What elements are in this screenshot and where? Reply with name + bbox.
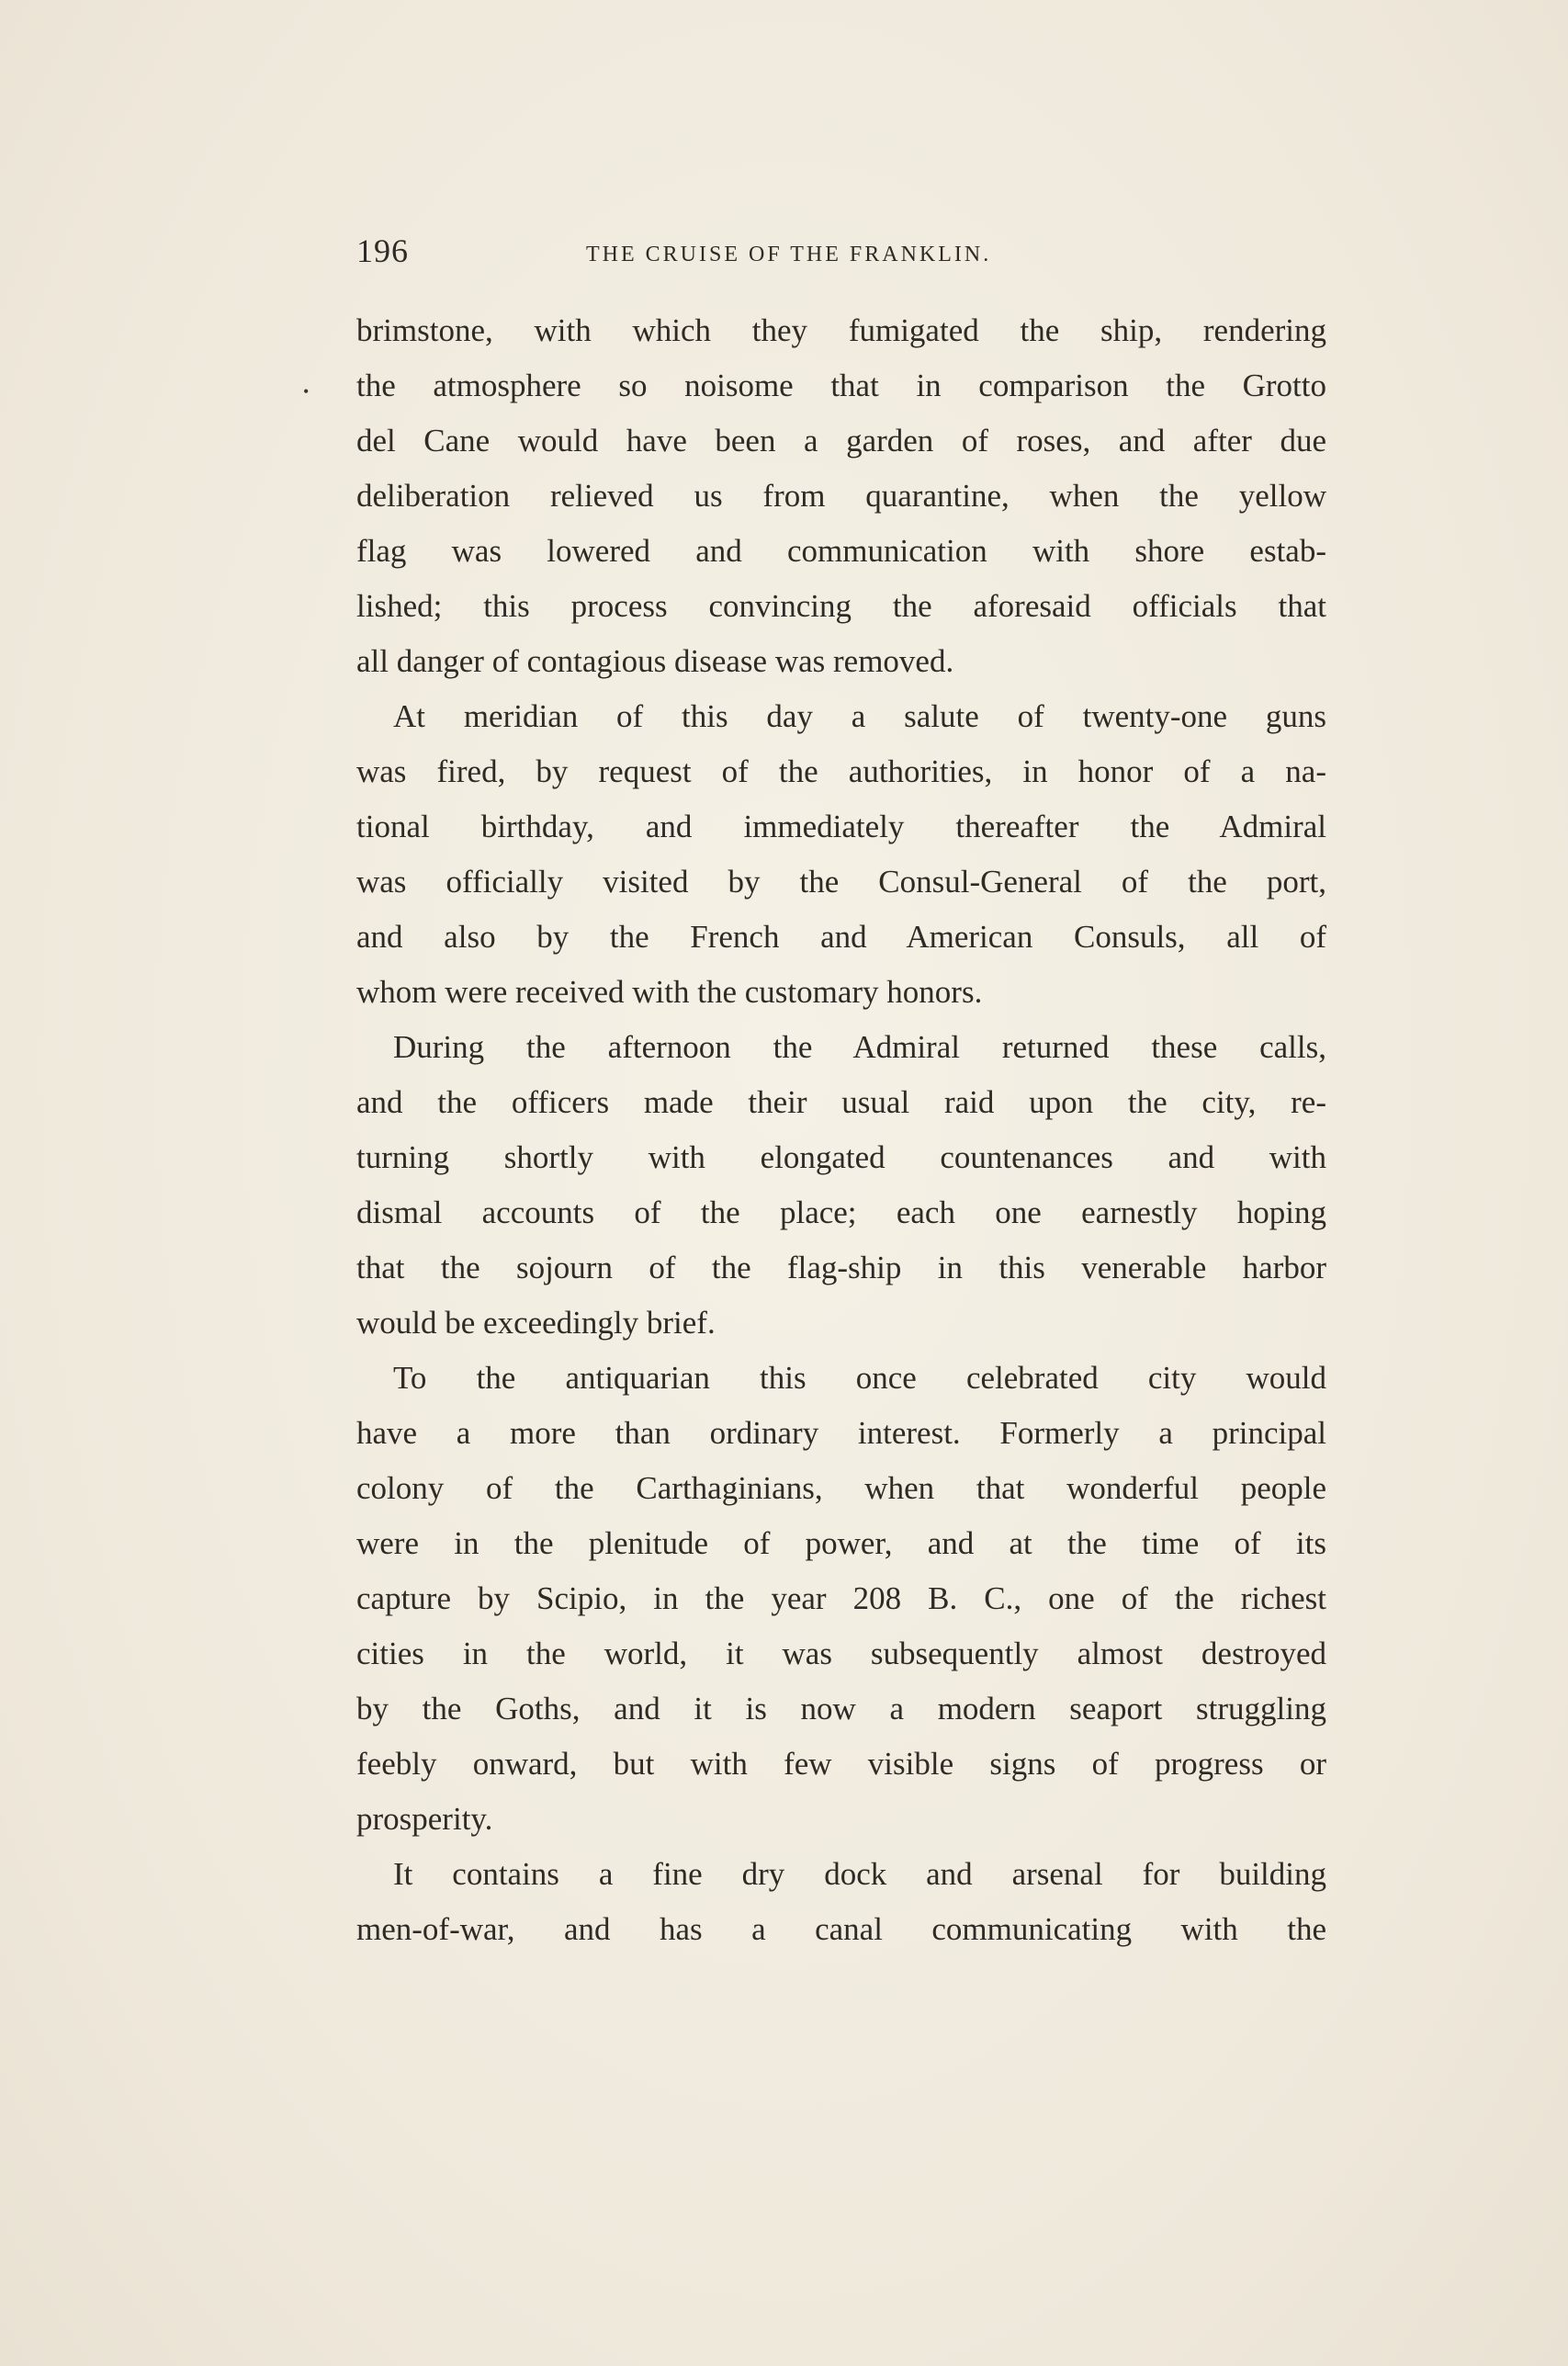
text-line: brimstone, with which they fumigated the ship, rendering	[356, 312, 1326, 348]
running-title: THE CRUISE OF THE FRANKLIN.	[586, 243, 992, 266]
text-line: would be exceedingly brief.	[356, 1305, 716, 1341]
text-line: flag was lowered and communication with shore estab-	[356, 533, 1326, 569]
text-line: was fired, by request of the authorities, in honor of a na-	[356, 753, 1326, 789]
text-line: capture by Scipio, in the year 208 B. C., one of the richest	[356, 1580, 1326, 1616]
page-number: 196	[356, 232, 409, 269]
text-line: dismal accounts of the place; each one earnestly hoping	[356, 1194, 1326, 1230]
margin-mark: •	[303, 382, 310, 401]
page-header	[356, 232, 1326, 287]
text-line: and the officers made their usual raid upon the city, re-	[356, 1084, 1326, 1120]
text-line: deliberation relieved us from quarantine, when the yellow	[356, 478, 1326, 514]
body-text	[356, 303, 1326, 1957]
text-line: turning shortly with elongated countenances and with	[356, 1139, 1326, 1175]
text-line: del Cane would have been a garden of roses, and after due	[356, 423, 1326, 458]
text-line: was officially visited by the Consul-General of the port,	[356, 864, 1326, 900]
text-line: all danger of contagious disease was removed.	[356, 643, 954, 679]
text-line: At meridian of this day a salute of twenty-one guns	[393, 698, 1326, 734]
text-line: and also by the French and American Consuls, all of	[356, 919, 1326, 955]
text-line: It contains a fine dry dock and arsenal for building	[393, 1856, 1326, 1892]
text-line: To the antiquarian this once celebrated city would	[393, 1360, 1326, 1396]
text-line: men-of-war, and has a canal communicating with the	[356, 1911, 1326, 1947]
text-line: prosperity.	[356, 1801, 493, 1837]
text-line: feebly onward, but with few visible signs of progress or	[356, 1746, 1326, 1782]
text-line: lished; this process convincing the aforesaid officials that	[356, 588, 1326, 624]
text-line: the atmosphere so noisome that in comparison the Grotto	[356, 368, 1326, 403]
text-line: by the Goths, and it is now a modern seaport struggling	[356, 1691, 1326, 1726]
text-line: were in the plenitude of power, and at the time of its	[356, 1525, 1326, 1561]
text-line: During the afternoon the Admiral returned these calls,	[393, 1029, 1326, 1065]
text-line: cities in the world, it was subsequently almost destroyed	[356, 1636, 1326, 1671]
text-line: colony of the Carthaginians, when that wonderful people	[356, 1470, 1326, 1506]
text-line: that the sojourn of the flag-ship in this venerable harbor	[356, 1250, 1326, 1285]
text-line: have a more than ordinary interest. Formerly a principal	[356, 1415, 1326, 1451]
text-line: whom were received with the customary honors.	[356, 974, 983, 1010]
text-line: tional birthday, and immediately thereafter the Admiral	[356, 809, 1326, 844]
